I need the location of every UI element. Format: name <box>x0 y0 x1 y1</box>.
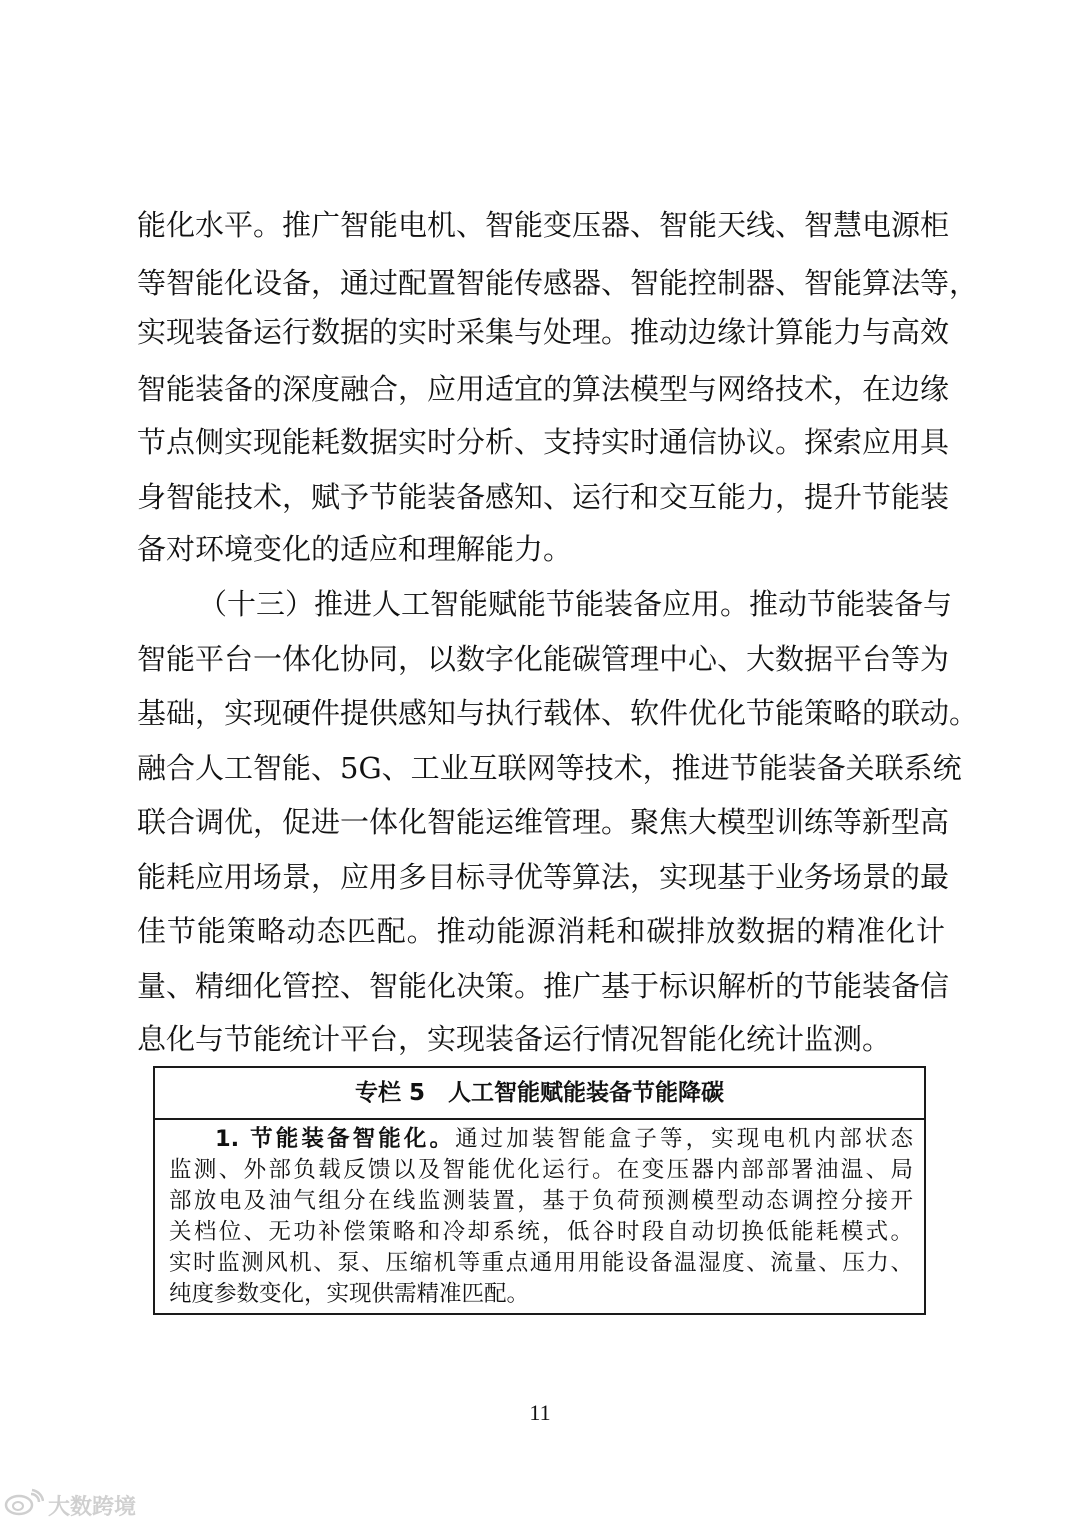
feature-box-line <box>215 1124 913 1155</box>
text-line: 联合调优，促进一体化智能运维管理。聚焦大模型训练等新型高 <box>137 805 950 839</box>
text-line: 佳节能策略动态匹配。推动能源消耗和碳排放数据的精准化计 <box>137 914 945 948</box>
feature-box-line: 监测、外部负载反馈以及智能优化运行。在变压器内部部署油温、局 <box>169 1157 913 1183</box>
feature-box <box>153 1066 926 1315</box>
text-line: 备对环境变化的适应和理解能力。 <box>137 532 573 566</box>
feature-box-line: 部放电及油气组分在线监测装置，基于负荷预测模型动态调控分接开 <box>169 1188 913 1214</box>
page-number: 11 <box>529 1400 551 1425</box>
item-heading: 1. 节能装备智能化。 <box>215 1126 456 1152</box>
feature-box-line: 实时监测风机、泵、压缩机等重点通用用能设备温湿度、流量、压力、 <box>169 1250 913 1276</box>
text-line: 身智能技术，赋予节能装备感知、运行和交互能力，提升节能装 <box>137 480 950 514</box>
text-line: 基础，实现硬件提供感知与执行载体、软件优化节能策略的联动。 <box>137 696 979 730</box>
text-line: 智能装备的深度融合，应用适宜的算法模型与网络技术，在边缘 <box>137 372 950 406</box>
weibo-logo-icon <box>4 1488 48 1522</box>
text-line: 实现装备运行数据的实时采集与处理。推动边缘计算能力与高效 <box>137 315 950 349</box>
text-line: 智能平台一体化协同，以数字化能碳管理中心、大数据平台等为 <box>137 642 950 676</box>
text-line: 等智能化设备，通过配置智能传感器、智能控制器、智能算法等， <box>137 266 979 300</box>
text-line: 节点侧实现能耗数据实时分析、支持实时通信协议。探索应用具 <box>137 425 950 459</box>
item-text: 通过加装智能盒子等，实现电机内部状态 <box>455 1126 913 1152</box>
feature-box-line: 纯度参数变化，实现供需精准匹配。 <box>169 1281 530 1307</box>
text-line: 量、精细化管控、智能化决策。推广基于标识解析的节能装备信 <box>137 969 950 1003</box>
watermark-text: 大数跨境 <box>48 1494 137 1520</box>
text-line: 息化与节能统计平台，实现装备运行情况智能化统计监测。 <box>137 1022 892 1056</box>
text-line: （十三）推进人工智能赋能节能装备应用。推动节能装备与 <box>198 587 953 621</box>
text-line: 能化水平。推广智能电机、智能变压器、智能天线、智慧电源柜 <box>137 208 950 242</box>
feature-box-line: 关档位、无功补偿策略和冷却系统，低谷时段自动切换低能耗模式。 <box>169 1219 913 1245</box>
text-line: 能耗应用场景，应用多目标寻优等算法，实现基于业务场景的最 <box>137 860 950 894</box>
watermark <box>4 1488 136 1522</box>
feature-box-title: 专栏 5 人工智能赋能装备节能降碳 <box>155 1068 924 1120</box>
text-line: 融合人工智能、5G、工业互联网等技术，推进节能装备关联系统 <box>137 751 962 785</box>
